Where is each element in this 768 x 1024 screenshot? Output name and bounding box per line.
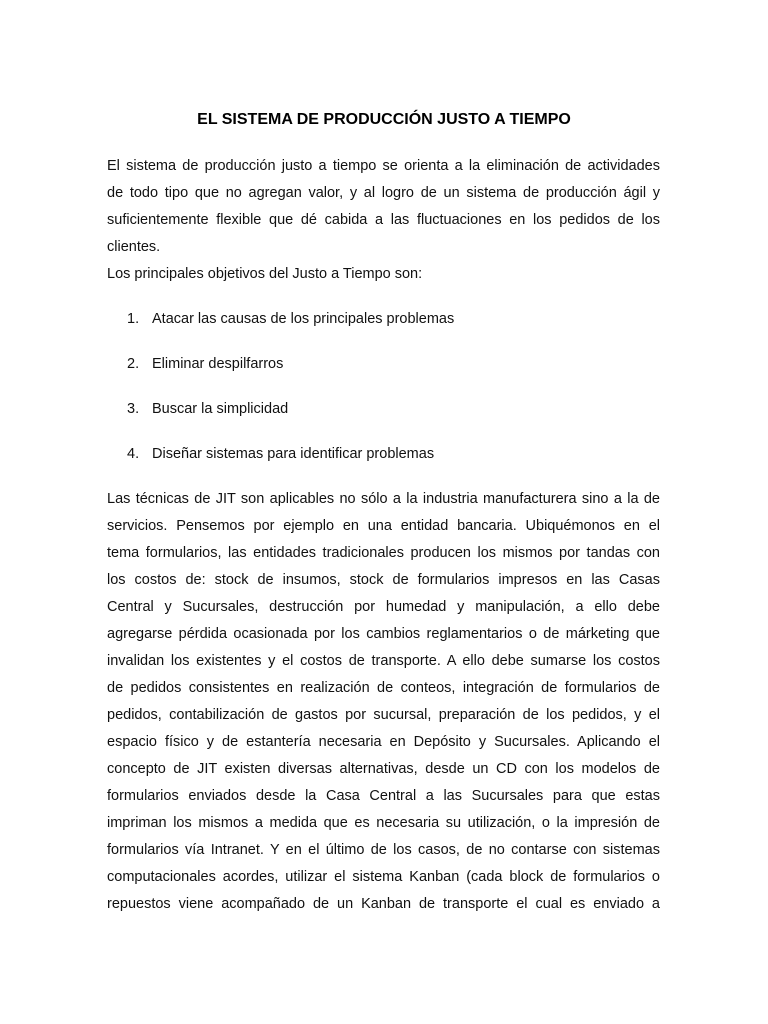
- list-item-number: 2.: [127, 356, 140, 372]
- body-line: repuestos viene acompañado de un Kanban de transporte el cual es enviado a: [107, 896, 660, 912]
- intro-line: clientes.: [107, 239, 161, 255]
- intro-paragraph: [107, 153, 660, 261]
- body-line: Las técnicas de JIT son aplicables no sólo a la industria manufacturera sino a la de: [107, 491, 660, 507]
- body-line: los costos de: stock de insumos, stock de formularios impresos en las Casas: [107, 572, 660, 588]
- body-line: agregarse pérdida ocasionada por los cambios reglamentarios o de márketing que: [107, 626, 660, 642]
- list-item: [127, 396, 454, 441]
- list-item-number: 3.: [127, 401, 140, 417]
- objectives-lead: Los principales objetivos del Justo a Tiempo son:: [107, 266, 423, 282]
- list-item-text: Eliminar despilfarros: [152, 356, 284, 372]
- list-item-text: Atacar las causas de los principales problemas: [152, 311, 455, 327]
- body-line: concepto de JIT existen diversas alternativas, desde un CD con los modelos de: [107, 761, 660, 777]
- list-item: [127, 441, 454, 486]
- body-line: de pedidos consistentes en realización de conteos, integración de formularios de: [107, 680, 660, 696]
- list-item-number: 4.: [127, 446, 140, 462]
- body-paragraph: [107, 486, 660, 918]
- list-item-number: 1.: [127, 311, 140, 327]
- intro-line: de todo tipo que no agregan valor, y al logro de un sistema de producción ágil y: [107, 185, 660, 201]
- body-line: Central y Sucursales, destrucción por humedad y manipulación, a ello debe: [107, 599, 660, 615]
- list-item-text: Diseñar sistemas para identificar problemas: [152, 446, 435, 462]
- body-line: invalidan los existentes y el costos de transporte. A ello debe sumarse los costos: [107, 653, 660, 669]
- list-item-text: Buscar la simplicidad: [152, 401, 289, 417]
- list-item: [127, 351, 454, 396]
- body-line: computacionales acordes, utilizar el sistema Kanban (cada block de formularios o: [107, 869, 660, 885]
- body-line: formularios vía Intranet. Y en el último de los casos, de no contarse con sistemas: [107, 842, 660, 858]
- body-line: formularios enviados desde la Casa Central a las Sucursales para que estas: [107, 788, 660, 804]
- document-title: EL SISTEMA DE PRODUCCIÓN JUSTO A TIEMPO: [197, 111, 571, 128]
- body-line: servicios. Pensemos por ejemplo en una entidad bancaria. Ubiquémonos en el: [107, 518, 660, 534]
- intro-line: El sistema de producción justo a tiempo se orienta a la eliminación de actividades: [107, 158, 660, 174]
- body-line: espacio físico y de estantería necesaria en Depósito y Sucursales. Aplicando el: [107, 734, 660, 750]
- body-line: tema formularios, las entidades tradicionales producen los mismos por tandas con: [107, 545, 660, 561]
- body-line: pedidos, contabilización de gastos por sucursal, preparación de los pedidos, y el: [107, 707, 660, 723]
- intro-line: suficientemente flexible que dé cabida a las fluctuaciones en los pedidos de los: [107, 212, 660, 228]
- body-line: impriman los mismos a medida que es necesaria su utilización, o la impresión de: [107, 815, 660, 831]
- list-item: [127, 306, 454, 351]
- objectives-list: [127, 306, 454, 486]
